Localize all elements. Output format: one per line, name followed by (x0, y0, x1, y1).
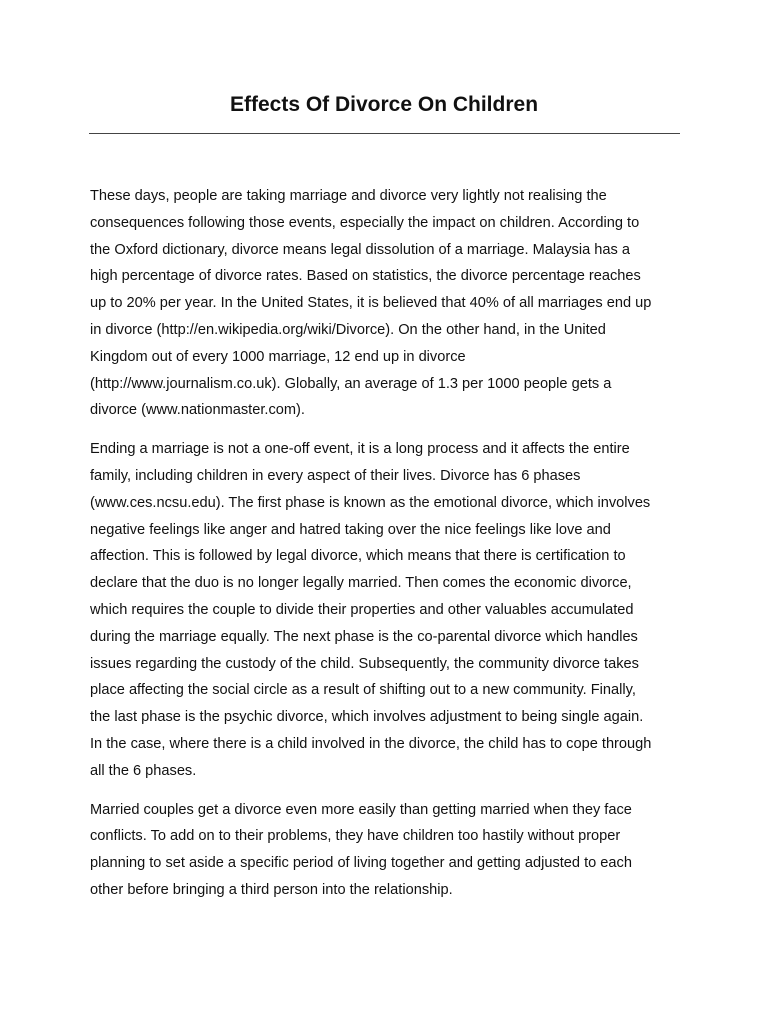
text-line: other before bringing a third person into the relationship. (90, 881, 453, 898)
text-line: planning to set aside a specific period of living together and getting adjusted to each (90, 855, 632, 872)
text-line: (http://www.journalism.co.uk). Globally, an average of 1.3 per 1000 people gets a (90, 375, 612, 392)
text-line: place affecting the social circle as a result of shifting out to a new community. Finally, (90, 682, 636, 699)
text-line: (www.ces.ncsu.edu). The first phase is known as the emotional divorce, which involves (90, 494, 651, 511)
text-line: family, including children in every aspect of their lives. Divorce has 6 phases (90, 467, 581, 484)
text-line: during the marriage equally. The next phase is the co-parental divorce which handles (90, 628, 638, 645)
text-line: Married couples get a divorce even more easily than getting married when they face (90, 801, 632, 818)
text-line: negative feelings like anger and hatred taking over the nice feelings like love and (90, 521, 611, 538)
text-line: which requires the couple to divide their properties and other valuables accumulated (90, 601, 634, 618)
text-line: issues regarding the custody of the child. Subsequently, the community divorce takes (90, 655, 639, 672)
paragraph-2 (90, 436, 680, 784)
text-line: divorce (www.nationmaster.com). (90, 402, 305, 419)
text-line: in divorce (http://en.wikipedia.org/wiki/Divorce). On the other hand, in the United (90, 321, 606, 338)
text-line: high percentage of divorce rates. Based on statistics, the divorce percentage reaches (90, 268, 641, 285)
paragraph-3 (90, 797, 680, 904)
document-title: Effects Of Divorce On Children (229, 93, 539, 116)
text-line: conflicts. To add on to their problems, they have children too hastily without proper (90, 828, 621, 845)
title-divider (89, 133, 680, 134)
document-body (90, 183, 680, 916)
text-line: declare that the duo is no longer legally married. Then comes the economic divorce, (90, 575, 632, 592)
text-line: In the case, where there is a child involved in the divorce, the child has to cope through (90, 735, 652, 752)
text-line: the last phase is the psychic divorce, which involves adjustment to being single again. (90, 709, 644, 726)
text-line: affection. This is followed by legal divorce, which means that there is certification to (90, 548, 626, 565)
paragraph-1 (90, 183, 680, 424)
text-line: all the 6 phases. (90, 762, 197, 779)
text-line: consequences following those events, especially the impact on children. According to (90, 214, 640, 231)
text-line: Kingdom out of every 1000 marriage, 12 end up in divorce (90, 348, 466, 365)
text-line: up to 20% per year. In the United States, it is believed that 40% of all marriages end up (90, 295, 652, 312)
text-line: These days, people are taking marriage and divorce very lightly not realising the (90, 188, 607, 204)
text-line: the Oxford dictionary, divorce means legal dissolution of a marriage. Malaysia has a (90, 241, 630, 258)
text-line: Ending a marriage is not a one-off event, it is a long process and it affects the entire (90, 441, 630, 458)
